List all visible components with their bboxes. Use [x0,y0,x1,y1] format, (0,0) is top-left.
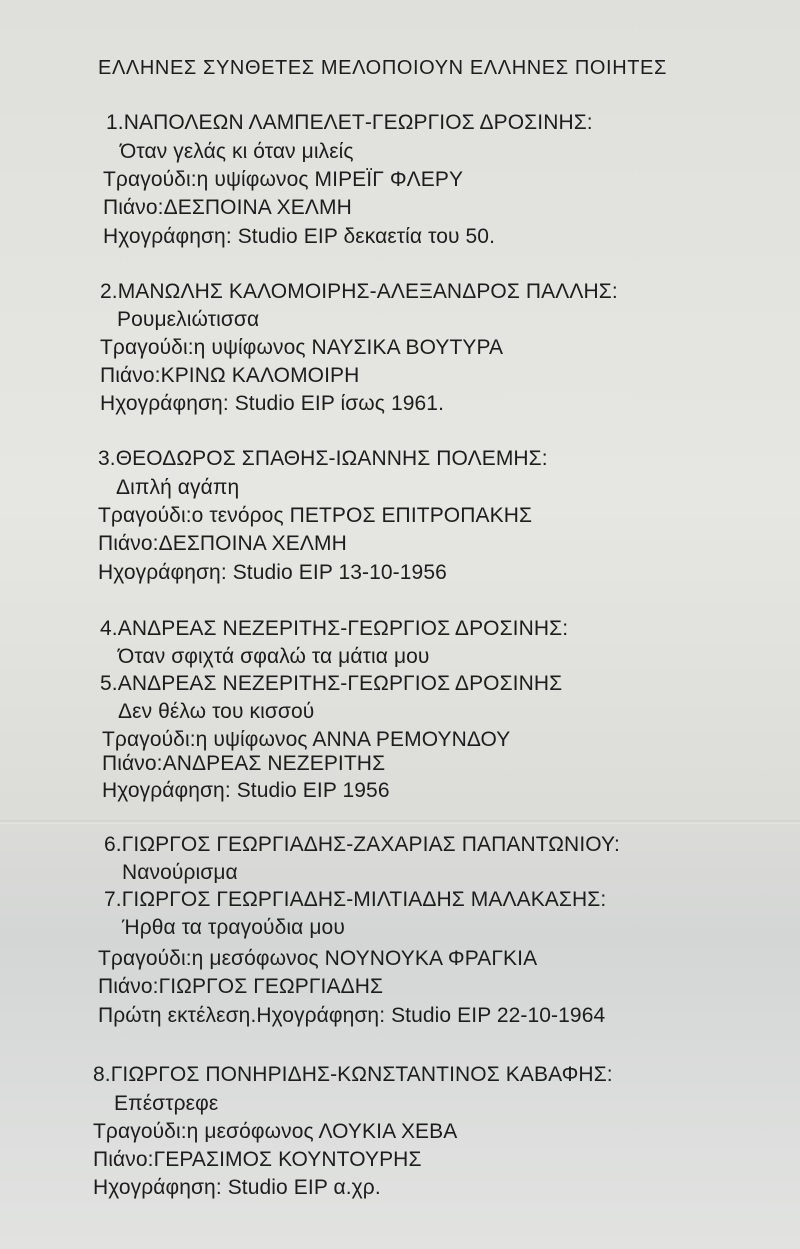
entry-2-recording: Ηχογράφηση: Studio ΕΙΡ ίσως 1961. [100,392,445,415]
entry-8-singer: Τραγούδι:η μεσόφωνος ΛΟΥΚΙΑ ΧΕΒΑ [93,1120,458,1143]
entry-3-singer: Τραγούδι:ο τενόρος ΠΕΤΡΟΣ ΕΠΙΤΡΟΠΑΚΗΣ [98,504,533,527]
entry-7-composer-poet: 7.ΓΙΩΡΓΟΣ ΓΕΩΡΓΙΑΔΗΣ-ΜΙΛΤΙΑΔΗΣ ΜΑΛΑΚΑΣΗΣ: [104,888,607,911]
entry-1-song-title: Όταν γελάς κι όταν μιλείς [120,140,354,163]
entry-1-singer: Τραγούδι:η υψίφωνος ΜΙΡΕΪΓ ΦΛΕΡΥ [103,168,464,191]
entry-2-composer-poet: 2.ΜΑΝΩΛΗΣ ΚΑΛΟΜΟΙΡΗΣ-ΑΛΕΞΑΝΔΡΟΣ ΠΑΛΛΗΣ: [100,280,618,303]
entry-7-song-title: Ήρθα τα τραγούδια μου [122,916,345,939]
entry-4-composer-poet: 4.ΑΝΔΡΕΑΣ ΝΕΖΕΡΙΤΗΣ-ΓΕΩΡΓΙΟΣ ΔΡΟΣΙΝΗΣ: [100,617,569,640]
entry-8-song-title: Επέστρεφε [114,1092,219,1115]
entry-4-5-recording: Ηχογράφηση: Studio ΕΙΡ 1956 [102,779,390,802]
entry-4-5-piano: Πιάνο:ΑΝΔΡΕΑΣ ΝΕΖΕΡΙΤΗΣ [102,752,386,775]
entry-3-composer-poet: 3.ΘΕΟΔΩΡΟΣ ΣΠΑΘΗΣ-ΙΩΑΝΝΗΣ ΠΟΛΕΜΗΣ: [98,447,548,470]
entry-6-song-title: Νανούρισμα [122,861,238,884]
entry-2-singer: Τραγούδι:η υψίφωνος ΝΑΥΣΙΚΑ ΒΟΥΤΥΡΑ [100,336,504,359]
entry-8-composer-poet: 8.ΓΙΩΡΓΟΣ ΠΟΝΗΡΙΔΗΣ-ΚΩΝΣΤΑΝΤΙΝΟΣ ΚΑΒΑΦΗΣ: [93,1063,613,1086]
entry-4-5-singer: Τραγούδι:η υψίφωνος ΑΝΝΑ ΡΕΜΟΥΝΔΟΥ [102,728,511,751]
entry-3-recording: Ηχογράφηση: Studio ΕΙΡ 13-10-1956 [98,561,447,584]
page-title: ΕΛΛΗΝΕΣ ΣΥΝΘΕΤΕΣ ΜΕΛΟΠΟΙΟΥΝ ΕΛΛΗΝΕΣ ΠΟΙΗΤΕΣ [98,57,667,79]
entry-2-song-title: Ρουμελιώτισσα [117,308,260,331]
entry-6-7-piano: Πιάνο:ΓΙΩΡΓΟΣ ΓΕΩΡΓΙΑΔΗΣ [98,975,384,998]
paper-fold [0,820,800,824]
entry-8-recording: Ηχογράφηση: Studio ΕΙΡ α.χρ. [93,1176,381,1199]
entry-5-composer-poet: 5.ΑΝΔΡΕΑΣ ΝΕΖΕΡΙΤΗΣ-ΓΕΩΡΓΙΟΣ ΔΡΟΣΙΝΗΣ [100,672,563,695]
entry-8-piano: Πιάνο:ΓΕΡΑΣΙΜΟΣ ΚΟΥΝΤΟΥΡΗΣ [93,1148,422,1171]
entry-6-7-recording: Πρώτη εκτέλεση.Ηχογράφηση: Studio ΕΙΡ 22-10-1964 [98,1004,606,1027]
entry-1-composer-poet: 1.ΝΑΠΟΛΕΩΝ ΛΑΜΠΕΛΕΤ-ΓΕΩΡΓΙΟΣ ΔΡΟΣΙΝΗΣ: [106,111,593,134]
entry-6-7-singer: Τραγούδι:η μεσόφωνος ΝΟΥΝΟΥΚΑ ΦΡΑΓΚΙΑ [98,947,538,970]
entry-5-song-title: Δεν θέλω του κισσού [118,700,315,723]
entry-2-piano: Πιάνο:ΚΡΙΝΩ ΚΑΛΟΜΟΙΡΗ [100,364,360,387]
entry-1-piano: Πιάνο:ΔΕΣΠΟΙΝΑ ΧΕΛΜΗ [103,196,352,219]
entry-4-song-title: Όταν σφιχτά σφαλώ τα μάτια μου [118,645,430,668]
entry-1-recording: Ηχογράφηση: Studio ΕΙΡ δεκαετία του 50. [103,225,495,248]
entry-6-composer-poet: 6.ΓΙΩΡΓΟΣ ΓΕΩΡΓΙΑΔΗΣ-ΖΑΧΑΡΙΑΣ ΠΑΠΑΝΤΩΝΙΟΥ: [104,833,620,856]
entry-3-piano: Πιάνο:ΔΕΣΠΟΙΝΑ ΧΕΛΜΗ [98,532,347,555]
entry-3-song-title: Διπλή αγάπη [116,476,240,499]
